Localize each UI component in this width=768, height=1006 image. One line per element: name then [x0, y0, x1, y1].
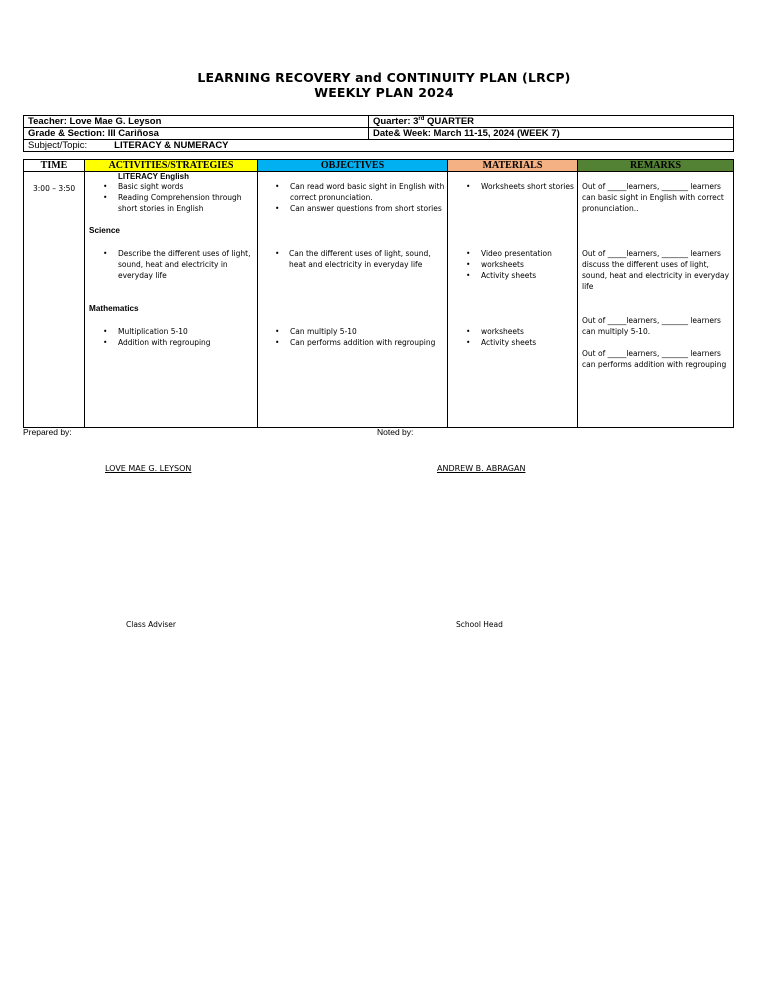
bullet-icon: • — [466, 327, 471, 336]
remark-3-line-1: Out of _____learners, _______ learners — [582, 316, 721, 325]
bullet-icon: • — [466, 260, 471, 269]
bullet-icon: • — [466, 182, 471, 191]
header-materials: MATERIALS — [448, 160, 578, 172]
remark-2-line-3: sound, heat and electricity in everyday — [582, 271, 730, 280]
noter-name: ANDREW B. ABRAGAN — [437, 464, 526, 473]
header-remarks: REMARKS — [578, 160, 734, 172]
objective-science-line-1: Can the different uses of light, sound, — [289, 249, 431, 258]
bullet-icon: • — [466, 271, 471, 280]
material-video: Video presentation — [481, 249, 552, 258]
noted-by-label: Noted by: — [377, 427, 414, 437]
time-cell — [24, 172, 85, 428]
subject-label: Subject/Topic: — [28, 140, 88, 151]
remark-3-line-2: can multiply 5-10. — [582, 327, 651, 336]
time-slot: 3:00 – 3:50 — [33, 184, 76, 193]
bullet-icon: • — [466, 338, 471, 347]
bullet-icon: • — [103, 327, 108, 336]
preparer-name: LOVE MAE G. LEYSON — [105, 464, 192, 473]
header-objectives: OBJECTIVES — [258, 160, 448, 172]
noter-role: School Head — [456, 620, 503, 629]
bullet-icon: • — [103, 193, 108, 202]
remark-1-line-2: can basic sight in English with correct — [582, 193, 724, 202]
objective-sight-line-2: correct pronunciation. — [290, 193, 373, 202]
document-title: LEARNING RECOVERY and CONTINUITY PLAN (LRCP) — [197, 70, 571, 85]
objective-multiply: Can multiply 5-10 — [290, 327, 357, 336]
document-subtitle: WEEKLY PLAN 2024 — [314, 85, 454, 100]
remark-1-line-1: Out of _____learners, _______ learners — [582, 182, 721, 191]
prepared-by-label: Prepared by: — [23, 427, 72, 437]
remark-2-line-2: discuss the different uses of light, — [582, 260, 709, 269]
bullet-icon: • — [103, 338, 108, 347]
activity-science-line-3: everyday life — [118, 271, 167, 280]
info-table — [23, 115, 734, 152]
quarter-prefix: Quarter: 3 — [373, 116, 419, 127]
quarter-ordinal: rd — [418, 115, 425, 122]
header-activities: ACTIVITIES/STRATEGIES — [85, 160, 258, 172]
remark-2-line-1: Out of _____learners, _______ learners — [582, 249, 721, 258]
literacy-heading: LITERACY English — [118, 172, 189, 181]
remark-2-line-4: life — [582, 282, 594, 291]
activity-science-line-1: Describe the different uses of light, — [118, 249, 251, 258]
preparer-role: Class Adviser — [126, 620, 177, 629]
quarter-suffix: QUARTER — [424, 116, 475, 127]
objective-sight-line-1: Can read word basic sight in English with — [290, 182, 445, 191]
subject-field — [24, 140, 734, 152]
activity-sight-words: Basic sight words — [118, 182, 184, 191]
materials-cell — [448, 172, 578, 428]
objective-questions: Can answer questions from short stories — [290, 204, 442, 213]
material-worksheets: worksheets — [481, 260, 524, 269]
teacher-field: Teacher: Love Mae G. Leyson — [24, 116, 369, 128]
remarks-cell — [578, 172, 734, 428]
activity-reading-line-2: short stories in English — [118, 204, 204, 213]
grade-section-field: Grade & Section: III Cariñosa — [24, 128, 369, 140]
objective-science-line-2: heat and electricity in everyday life — [289, 260, 423, 269]
date-week-field: Date& Week: March 11-15, 2024 (WEEK 7) — [369, 128, 734, 140]
math-heading: Mathematics — [89, 304, 139, 313]
header-time: TIME — [24, 160, 85, 172]
document-title-block — [0, 70, 768, 100]
activity-science-line-2: sound, heat and electricity in — [118, 260, 228, 269]
activity-addition: Addition with regrouping — [118, 338, 211, 347]
bullet-icon: • — [275, 182, 280, 191]
activity-multiplication: Multiplication 5-10 — [118, 327, 188, 336]
remark-1-line-3: pronunciation.. — [582, 204, 639, 213]
subject-value: LITERACY & NUMERACY — [114, 140, 229, 151]
material-worksheets-stories: Worksheets short stories — [481, 182, 574, 191]
material-activity-sheets: Activity sheets — [481, 271, 537, 280]
quarter-field — [369, 116, 734, 128]
bullet-icon: • — [275, 327, 280, 336]
remark-4-line-2: can performs addition with regrouping — [582, 360, 727, 369]
bullet-icon: • — [275, 249, 280, 258]
bullet-icon: • — [103, 249, 108, 258]
material-activity-sheets-math: Activity sheets — [481, 338, 537, 347]
activity-reading-line-1: Reading Comprehension through — [118, 193, 242, 202]
objectives-cell — [258, 172, 448, 428]
objective-addition: Can performs addition with regrouping — [290, 338, 436, 347]
science-heading: Science — [89, 226, 120, 235]
weekly-plan-table — [23, 159, 734, 428]
bullet-icon: • — [103, 182, 108, 191]
material-worksheets-math: worksheets — [481, 327, 524, 336]
remark-4-line-1: Out of _____learners, _______ learners — [582, 349, 721, 358]
bullet-icon: • — [275, 338, 280, 347]
bullet-icon: • — [275, 204, 280, 213]
activities-cell — [85, 172, 258, 428]
bullet-icon: • — [466, 249, 471, 258]
